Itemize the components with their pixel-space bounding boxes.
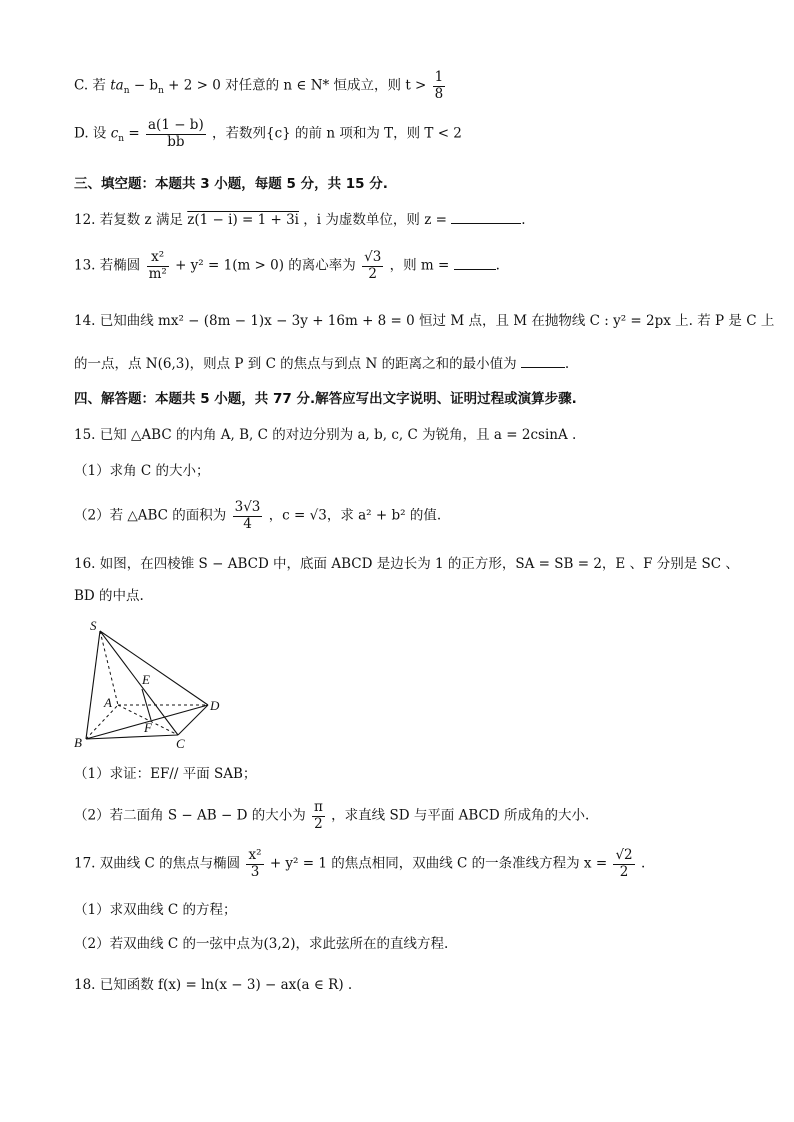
question-17-part2: （2）若双曲线 C 的一弦中点为(3,2)，求此弦所在的直线方程. [74, 936, 449, 952]
question-12: 12. 若复数 z 满足 z(1 − i) = 1 + 3i ，i 为虚数单位，则 z = . [74, 212, 526, 228]
fraction: $\frac{√2}{2}$ [615, 847, 633, 880]
question-13: 13. 若椭圆 $\frac{\text{x²}}{\text{m²}}$ + y² = 1(m > 0) 的离心率为 $\frac{√3}{2}$ ，则 m = . [74, 249, 500, 282]
option-c: C. 若 $ta_n - b_n + 2 > 0$ 对任意的 n ∈ N* 恒成立，则 t > $\frac{1}{8}$ [74, 69, 444, 102]
fraction: $\frac{\text{x²}}{\text{m²}}$ [148, 249, 167, 282]
edge-sc [100, 631, 178, 735]
question-18: 18. 已知函数 f(x) = ln(x − 3) − ax(a ∈ R) . [74, 977, 353, 993]
question-15: 15. 已知 △ABC 的内角 A, B, C 的对边分别为 a, b, c, C 为锐角，且 a = 2csinA . [74, 427, 577, 443]
answer-blank[interactable] [521, 355, 565, 368]
question-17-part1: （1）求双曲线 C 的方程； [74, 902, 237, 918]
section-heading: 三、填空题：本题共 3 小题，每题 5 分，共 15 分. [74, 176, 388, 192]
label-s: S [90, 618, 97, 633]
question-14-line1: 14. 已知曲线 mx² − (8m − 1)x − 3y + 16m + 8 = 0 恒过 M 点，且 M 在抛物线 C : y² = 2px 上. 若 P 是 C 上 [74, 313, 775, 329]
question-15-part2: （2）若 △ABC 的面积为 $\frac{3√3}{4}$ ，c = √3，求 a² + b² 的值. [74, 499, 442, 532]
question-15-part1: （1）求角 C 的大小； [74, 463, 210, 479]
label-a: A [104, 695, 112, 710]
fraction: $\frac{1}{8}$ [434, 69, 444, 102]
question-14-line2: 的一点，点 N(6,3)，则点 P 到 C 的焦点与到点 N 的距离之和的最小值为 . [74, 356, 570, 372]
fraction: $\frac{\text{x²}}{3}$ [248, 847, 262, 880]
section-heading: 四、解答题：本题共 5 小题，共 77 分.解答应写出文字说明、证明过程或演算步骤. [74, 391, 577, 407]
answer-blank[interactable] [451, 211, 521, 224]
label-c: C [176, 736, 185, 751]
label-f: F [144, 720, 152, 735]
label-d: D [210, 698, 220, 713]
question-16-part2: （2）若二面角 S − AB − D 的大小为 $\frac{\pi}{2}$ ，求直线 SD 与平面 ABCD 所成角的大小. [74, 799, 590, 832]
question-16-line2: BD 的中点. [74, 588, 144, 604]
edge-ab-hidden [86, 705, 118, 739]
option-d: D. 设 $c_n$ = $\frac{a(1 - b)}{bb}$ ，若数列{c} 的前 n 项和为 T，则 T < 2 [74, 117, 462, 150]
fraction: $\frac{√3}{2}$ [364, 249, 382, 282]
pyramid-figure [66, 615, 236, 755]
fraction: $\frac{a(1 - b)}{bb}$ [148, 117, 204, 150]
question-16-line1: 16. 如图，在四棱锥 S − ABCD 中，底面 ABCD 是边长为 1 的正方形，SA = SB = 2，E 、F 分别是 SC 、 [74, 556, 739, 572]
fraction: $\frac{\pi}{2}$ [314, 799, 323, 832]
label-b: B [74, 735, 82, 750]
fraction: $\frac{3√3}{4}$ [234, 499, 261, 532]
question-16-part1: （1）求证：EF// 平面 SAB； [74, 766, 257, 782]
answer-blank[interactable] [454, 257, 496, 270]
edge-sd [100, 631, 208, 705]
question-17: 17. 双曲线 C 的焦点与椭圆 $\frac{\text{x²}}{3}$ + y² = 1 的焦点相同，双曲线 C 的一条准线方程为 x = $\frac{√2}{2}$ . [74, 847, 646, 880]
label-e: E [142, 672, 150, 687]
edge-sb [86, 631, 100, 739]
